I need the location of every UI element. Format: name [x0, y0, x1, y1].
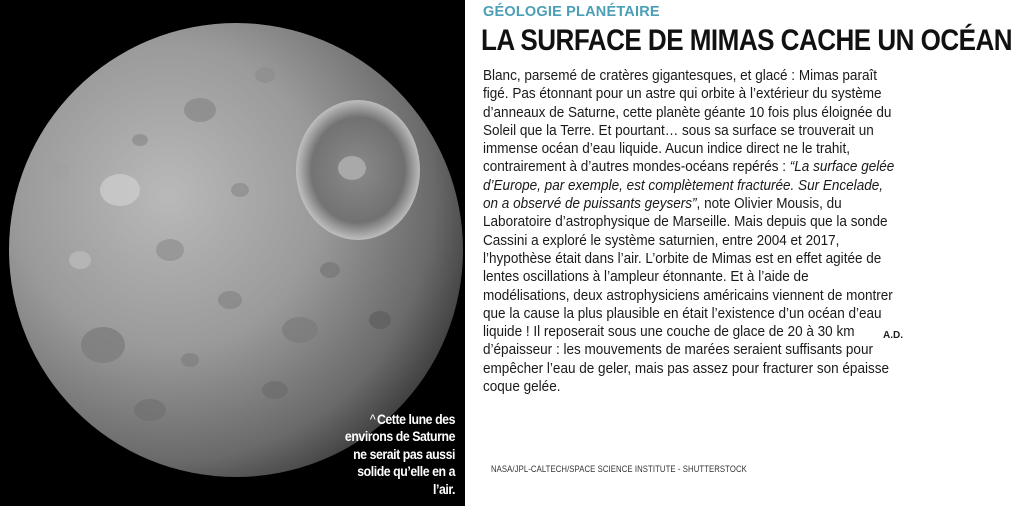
photo-credit: NASA/JPL-CALTECH/SPACE SCIENCE INSTITUTE - SHUTTERSTOCK [491, 464, 747, 474]
photo-caption [341, 411, 455, 499]
moon-disc [9, 23, 463, 477]
body-quote: “La surface gelée d’Europe, par exemple, est complètement fracturée. Sur Encelade, on a observé de puissants geysers” [483, 159, 895, 213]
caption-text: Cette lune des environs de Saturne ne serait pas aussi solide qu’elle en a l’air. [344, 410, 455, 497]
mimas-photo [0, 0, 465, 506]
body-text-part2: , note Olivier Mousis, du Laboratoire d’astrophysique de Marseille. Mais depuis que la sonde Cassini a exploré le système saturnien, entre 2004 et 2017, l’hypothèse était dans l’air. L’orbite de Mimas est en effet agitée de lentes oscillations à l’ampleur étonnante. Et à l’aide de modélisations, deux astrophysiciens américains viennent de montrer que la cause la plus plausible en était l’existence d’un océan d’eau liquide ! Il reposerait sous une couche de glace de 20 à 30 km d’épaisseur : les mouvements de marées seraient suffisants pour empêcher l’eau de geler, mais pas assez pour fracturer son épaisse coque gelée. [483, 196, 893, 396]
caption-caret-icon: ^ [369, 410, 376, 427]
article-headline: LA SURFACE DE MIMAS CACHE UN OCÉAN [481, 24, 1012, 57]
author-signature: A.D. [883, 330, 903, 341]
section-kicker: GÉOLOGIE PLANÉTAIRE [483, 4, 660, 20]
body-text-part1: Blanc, parsemé de cratères gigantesques, et glacé : Mimas paraît figé. Pas étonnant pour un astre qui orbite à l’extérieur du système d’anneaux de Saturne, cette planète géante 10 fois plus éloignée du Soleil que la Terre. Et pourtant… sous sa surface se trouverait un immense océan d’eau liquide. Aucun indice direct ne le trahit, contrairement à d’autres mondes-océans repérés : [483, 68, 892, 176]
article-body [483, 67, 897, 396]
